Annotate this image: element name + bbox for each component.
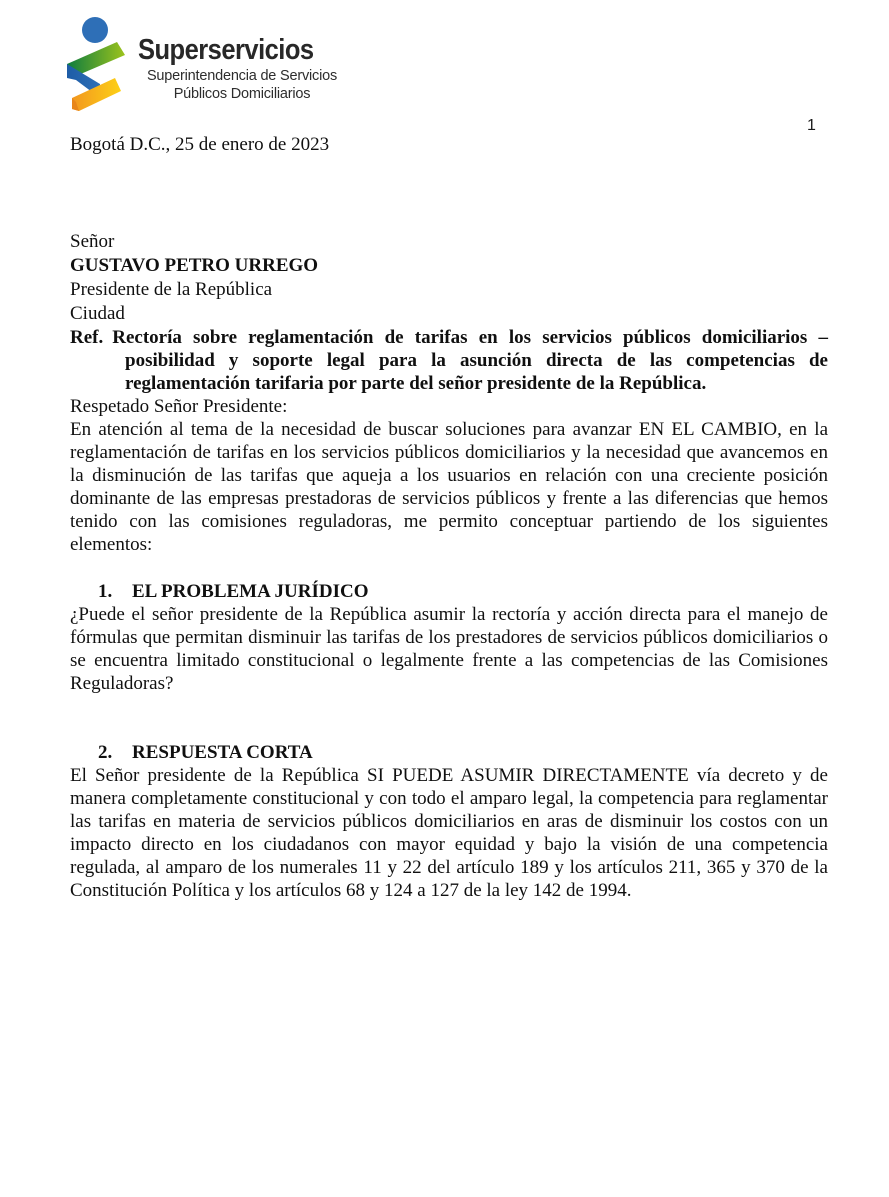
logo-subtitle	[138, 67, 346, 103]
letter-content	[70, 133, 828, 902]
greeting-line: Respetado Señor Presidente:	[70, 396, 288, 417]
section-1-number: 1.	[98, 581, 113, 602]
section-2-number: 2.	[98, 742, 113, 763]
addressee-city: Ciudad	[70, 303, 125, 324]
logo-text-block	[138, 14, 346, 103]
logo-subtitle-line1: Superintendencia de Servicios	[146, 68, 338, 84]
paragraph-respuesta: El Señor presidente de la República SI PUEDE ASUMIR DIRECTAMENTE vía decreto y de manera completamente constitucional y con todo el amparo legal, la competencia para reglamentar las tarifas en materia de servicios públicos domiciliarios en aras de disminuir los costos con un impacto directo en los ciudadanos con mayor equidad y bajo la visión de una competencia regulada, al amparo de los numerales 11 y 22 del artículo 189 y los artículos 211, 365 y 370 de la Constitución Política y los artículos 68 y 124 a 127 de la ley 142 de 1994.	[70, 765, 828, 901]
reference-block	[70, 326, 828, 395]
reference-text: Rectoría sobre reglamentación de tarifas en los servicios públicos domiciliarios – posibilidad y soporte legal para la asunción directa de las competencias de reglamentación tarifaria por parte del señor presidente de la República.	[112, 327, 828, 394]
paragraph-problema: ¿Puede el señor presidente de la República asumir la rectoría y acción directa para el manejo de fórmulas que permitan disminuir las tarifas de los prestadores de servicios públicos domiciliarios o se encuentra limitado constitucional o legalmente frente a las competencias de las Comisiones Reguladoras?	[70, 604, 828, 694]
section-heading-1	[98, 580, 828, 603]
date-line: Bogotá D.C., 25 de enero de 2023	[70, 134, 330, 155]
addressee-title: Presidente de la República	[70, 279, 273, 300]
reference-label: Ref.	[70, 327, 104, 348]
section-heading-2	[98, 741, 828, 764]
addressee-salutation: Señor	[70, 231, 115, 252]
logo-subtitle-line2: Públicos Domiciliarios	[173, 86, 311, 102]
superservicios-logo-icon	[62, 14, 138, 113]
letterhead	[62, 14, 346, 113]
section-2-title: RESPUESTA CORTA	[132, 742, 313, 763]
page-number: 1	[807, 117, 816, 134]
addressee-name: GUSTAVO PETRO URREGO	[70, 255, 319, 276]
paragraph-intro: En atención al tema de la necesidad de buscar soluciones para avanzar EN EL CAMBIO, en la reglamentación de tarifas en los servicios públicos domiciliarios y la necesidad que avancemos en la disminución de las tarifas que aqueja a los usuarios en relación con una creciente posición dominante de las empresas prestadoras de servicios públicos y frente a las diferencias que hemos tenido con las comisiones reguladoras, me permito conceptuar partiendo de los siguientes elementos:	[70, 419, 828, 555]
addressee-block	[70, 230, 828, 326]
section-1-title: EL PROBLEMA JURÍDICO	[132, 581, 369, 602]
logo-title: Superservicios	[138, 34, 314, 66]
logo-head-circle	[82, 17, 108, 43]
